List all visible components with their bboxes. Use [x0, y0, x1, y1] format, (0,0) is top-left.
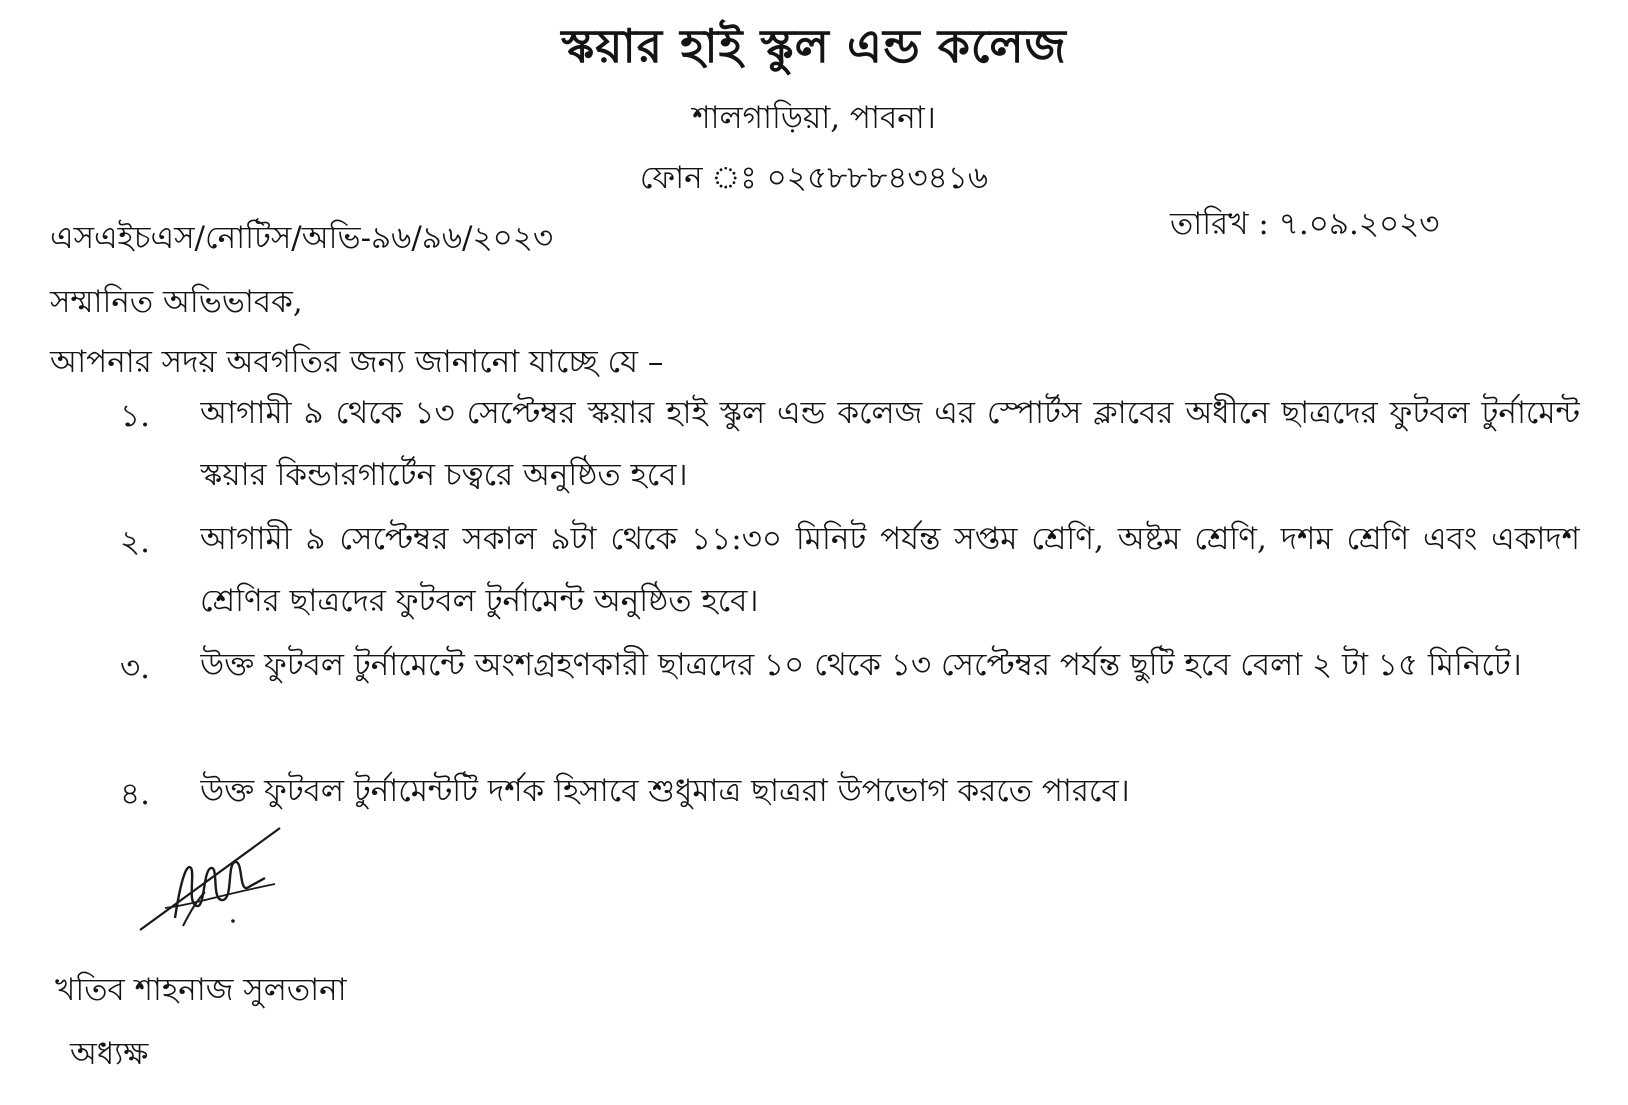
- point-number: ৩.: [120, 650, 151, 686]
- point-text: উক্ত ফুটবল টুর্নামেন্টটি দর্শক হিসাবে শুধুমাত্র ছাত্ররা উপভোগ করতে পারবে।: [200, 773, 1130, 809]
- notice-reference-number: এসএইচএস/নোটিস/অভি-৯৬/৯৬/২০২৩: [50, 220, 554, 256]
- signatory-name: খতিব শাহনাজ সুলতানা: [55, 972, 347, 1008]
- notice-point: [120, 634, 1580, 758]
- handwritten-signature: [135, 808, 295, 938]
- point-number: ৪.: [120, 776, 150, 812]
- notice-point: [120, 760, 1580, 822]
- school-name: স্কয়ার হাই স্কুল এন্ড কলেজ: [561, 19, 1067, 73]
- point-text: আগামী ৯ সেপ্টেম্বর সকাল ৯টা থেকে ১১:৩০ মিনিট পর্যন্ত সপ্তম শ্রেণি, অষ্টম শ্রেণি, দশম শ্রেণি এবং একাদশ শ্রেণির ছাত্রদের ফুটবল টুর্নামেন্ট অনুষ্ঠিত হবে।: [200, 521, 1580, 619]
- notice-points-list: [120, 382, 1580, 824]
- school-address: শালগাড়িয়া, পাবনা।: [692, 100, 936, 136]
- school-phone: ফোন ঃ ০২৫৮৮৮৪৩৪১৬: [639, 160, 989, 196]
- point-number: ১.: [120, 398, 150, 434]
- point-number: ২.: [120, 524, 151, 560]
- signatory-title: অধ্যক্ষ: [70, 1036, 149, 1072]
- point-text: উক্ত ফুটবল টুর্নামেন্টে অংশগ্রহণকারী ছাত্রদের ১০ থেকে ১৩ সেপ্টেম্বর পর্যন্ত ছুটি হবে বেলা ২ টা ১৫ মিনিটে।: [200, 647, 1522, 683]
- notice-intro: আপনার সদয় অবগতির জন্য জানানো যাচ্ছে যে –: [50, 344, 664, 380]
- point-text: আগামী ৯ থেকে ১৩ সেপ্টেম্বর স্কয়ার হাই স্কুল এন্ড কলেজ এর স্পোর্টস ক্লাবের অধীনে ছাত্রদের ফুটবল টুর্নামেন্ট স্কয়ার কিন্ডারগার্টেন চত্বরে অনুষ্ঠিত হবে।: [200, 395, 1580, 493]
- salutation: সম্মানিত অভিভাবক,: [50, 284, 303, 320]
- notice-date: তারিখ : ৭.০৯.২০২৩: [1170, 206, 1440, 242]
- notice-point: [120, 508, 1580, 632]
- notice-point: [120, 382, 1580, 506]
